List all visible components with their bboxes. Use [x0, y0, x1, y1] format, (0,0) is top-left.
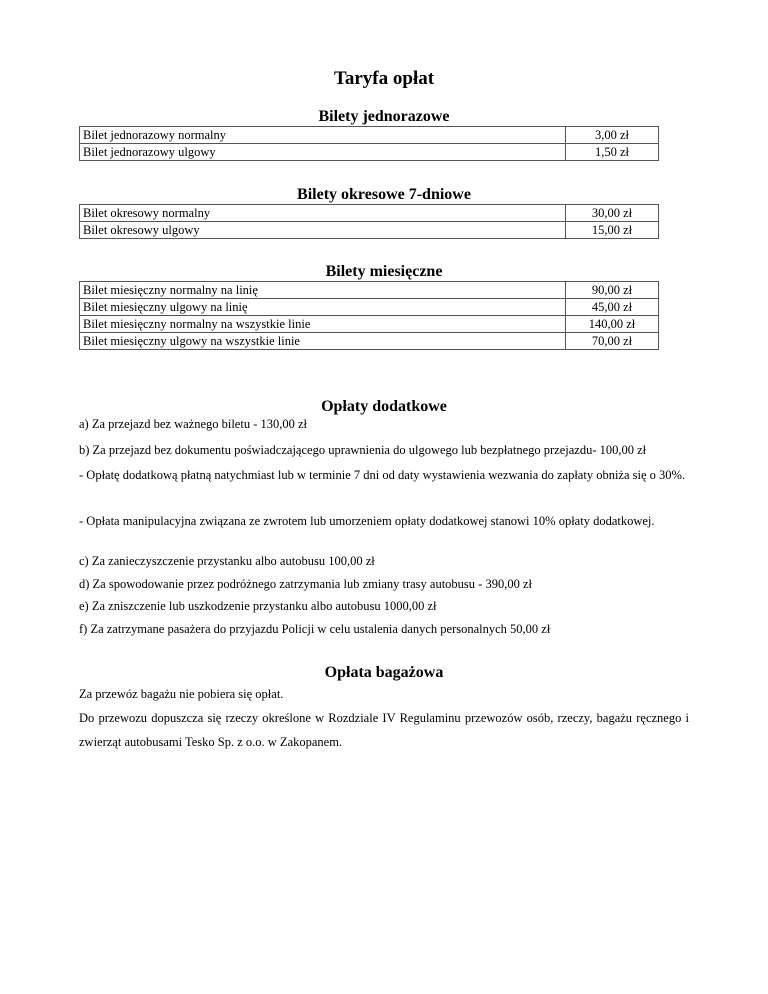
table-row	[80, 282, 659, 299]
table-row	[80, 299, 659, 316]
extra-fee-item: d) Za spowodowanie przez podróżnego zatrzymania lub zmiany trasy autobusu - 390,00 zł	[79, 577, 532, 591]
ticket-name: Bilet miesięczny ulgowy na linię	[80, 299, 566, 316]
ticket-name: Bilet okresowy normalny	[80, 205, 566, 222]
ticket-name: Bilet okresowy ulgowy	[80, 222, 566, 239]
ticket-name: Bilet jednorazowy ulgowy	[80, 144, 566, 161]
extra-fee-note: - Opłatę dodatkową płatną natychmiast lub w terminie 7 dni od daty wystawienia wezwania do zapłaty obniża się o 30%.	[79, 468, 686, 482]
luggage-fee-item: Do przewozu dopuszcza się rzeczy określone w Rozdziale IV Regulaminu przewozów osób, rzeczy, bagażu ręcznego i zwierząt autobusami Tesko Sp. z o.o. w Zakopanem.	[79, 711, 689, 749]
ticket-price: 3,00 zł	[566, 127, 659, 144]
table-row	[80, 222, 659, 239]
ticket-name: Bilet miesięczny normalny na linię	[80, 282, 566, 299]
monthly-tickets-table	[79, 281, 659, 350]
extra-fee-item: f) Za zatrzymane pasażera do przyjazdu Policji w celu ustalenia danych personalnych 50,00 zł	[79, 622, 551, 636]
extra-fee-item: b) Za przejazd bez dokumentu poświadczającego uprawnienia do ulgowego lub bezpłatnego przejazdu- 100,00 zł	[79, 443, 647, 457]
ticket-name: Bilet miesięczny ulgowy na wszystkie linie	[80, 333, 566, 350]
ticket-price: 70,00 zł	[566, 333, 659, 350]
ticket-name: Bilet miesięczny normalny na wszystkie linie	[80, 316, 566, 333]
section-title-monthly-tickets: Bilety miesięczne	[325, 263, 443, 280]
single-tickets-table	[79, 126, 659, 161]
extra-fee-item: a) Za przejazd bez ważnego biletu - 130,00 zł	[79, 417, 308, 431]
section-title-single-tickets: Bilety jednorazowe	[318, 108, 450, 125]
extra-fee-item: c) Za zanieczyszczenie przystanku albo autobusu 100,00 zł	[79, 554, 375, 568]
section-title-luggage-fee: Opłata bagażowa	[324, 664, 444, 681]
page-title: Taryfa opłat	[333, 68, 435, 89]
extra-fee-item: e) Za zniszczenie lub uszkodzenie przystanku albo autobusu 1000,00 zł	[79, 599, 437, 613]
ticket-price: 1,50 zł	[566, 144, 659, 161]
table-row	[80, 316, 659, 333]
table-row	[80, 333, 659, 350]
weekly-tickets-table	[79, 204, 659, 239]
luggage-fee-item: Za przewóz bagażu nie pobiera się opłat.	[79, 687, 284, 701]
ticket-price: 30,00 zł	[566, 205, 659, 222]
section-title-weekly-tickets: Bilety okresowe 7-dniowe	[297, 186, 471, 203]
table-row	[80, 144, 659, 161]
ticket-name: Bilet jednorazowy normalny	[80, 127, 566, 144]
table-row	[80, 127, 659, 144]
ticket-price: 45,00 zł	[566, 299, 659, 316]
ticket-price: 15,00 zł	[566, 222, 659, 239]
section-title-extra-fees: Opłaty dodatkowe	[321, 398, 447, 415]
ticket-price: 140,00 zł	[566, 316, 659, 333]
extra-fee-note: - Opłata manipulacyjna związana ze zwrotem lub umorzeniem opłaty dodatkowej stanowi 10% opłaty dodatkowej.	[79, 514, 655, 528]
ticket-price: 90,00 zł	[566, 282, 659, 299]
table-row	[80, 205, 659, 222]
